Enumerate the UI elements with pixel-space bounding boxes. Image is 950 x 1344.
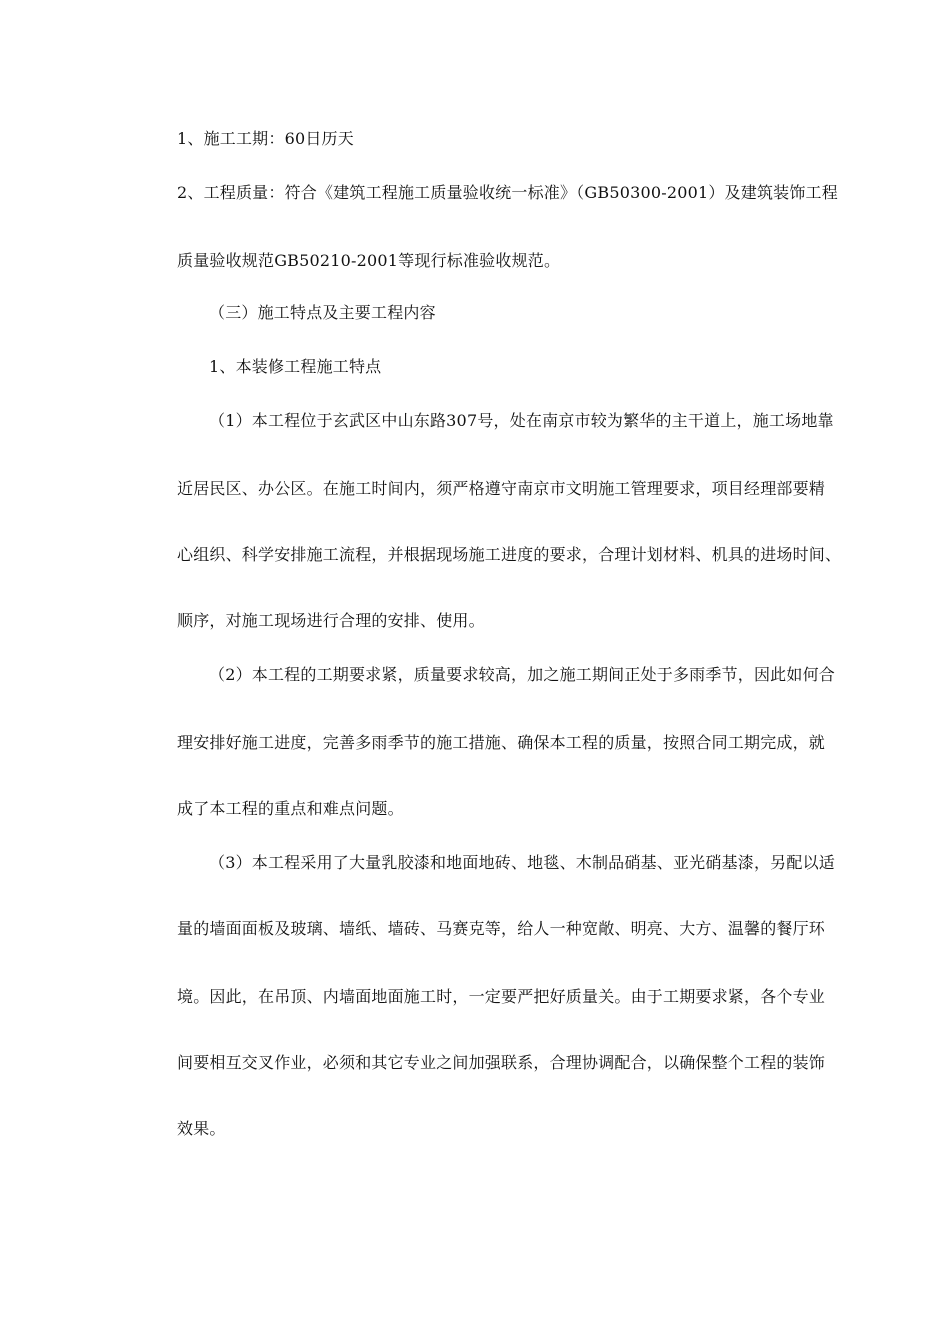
paragraph-2-line-1: （2）本工程的工期要求紧，质量要求较高，加之施工期间正处于多雨季节，因此如何合 xyxy=(209,665,835,684)
paragraph-3-line-4: 间要相互交叉作业，必须和其它专业之间加强联系，合理协调配合，以确保整个工程的装饰 xyxy=(177,1053,826,1072)
paragraph-3-line-3: 境。因此，在吊顶、内墙面地面施工时，一定要严把好质量关。由于工期要求紧，各个专业 xyxy=(177,987,826,1006)
paragraph-3-line-2: 量的墙面面板及玻璃、墙纸、墙砖、马赛克等，给人一种宽敞、明亮、大方、温馨的餐厅环 xyxy=(177,919,826,938)
paragraph-2-line-2: 理安排好施工进度，完善多雨季节的施工措施、确保本工程的质量，按照合同工期完成，就 xyxy=(177,733,826,752)
text-line-duration: 1、施工工期：60日历天 xyxy=(177,129,354,148)
paragraph-1-line-2: 近居民区、办公区。在施工时间内，须严格遵守南京市文明施工管理要求，项目经理部要精 xyxy=(177,479,826,498)
text-line-quality: 2、工程质量：符合《建筑工程施工质量验收统一标准》（GB50300-2001）及建筑装饰工程 xyxy=(177,183,838,202)
paragraph-1-line-4: 顺序，对施工现场进行合理的安排、使用。 xyxy=(177,611,485,630)
paragraph-1-line-3: 心组织、科学安排施工流程，并根据现场施工进度的要求，合理计划材料、机具的进场时间、 xyxy=(177,545,842,564)
text-line-quality-cont: 质量验收规范GB50210-2001等现行标准验收规范。 xyxy=(177,251,561,270)
section-heading: （三）施工特点及主要工程内容 xyxy=(209,303,436,322)
paragraph-2-line-3: 成了本工程的重点和难点问题。 xyxy=(177,799,404,818)
paragraph-3-line-1: （3）本工程采用了大量乳胶漆和地面地砖、地毯、木制品硝基、亚光硝基漆，另配以适 xyxy=(209,853,835,872)
paragraph-3-line-5: 效果。 xyxy=(177,1119,226,1138)
paragraph-1-line-1: （1）本工程位于玄武区中山东路307号，处在南京市较为繁华的主干道上，施工场地靠 xyxy=(209,411,834,430)
subsection-heading: 1、本装修工程施工特点 xyxy=(209,357,382,376)
